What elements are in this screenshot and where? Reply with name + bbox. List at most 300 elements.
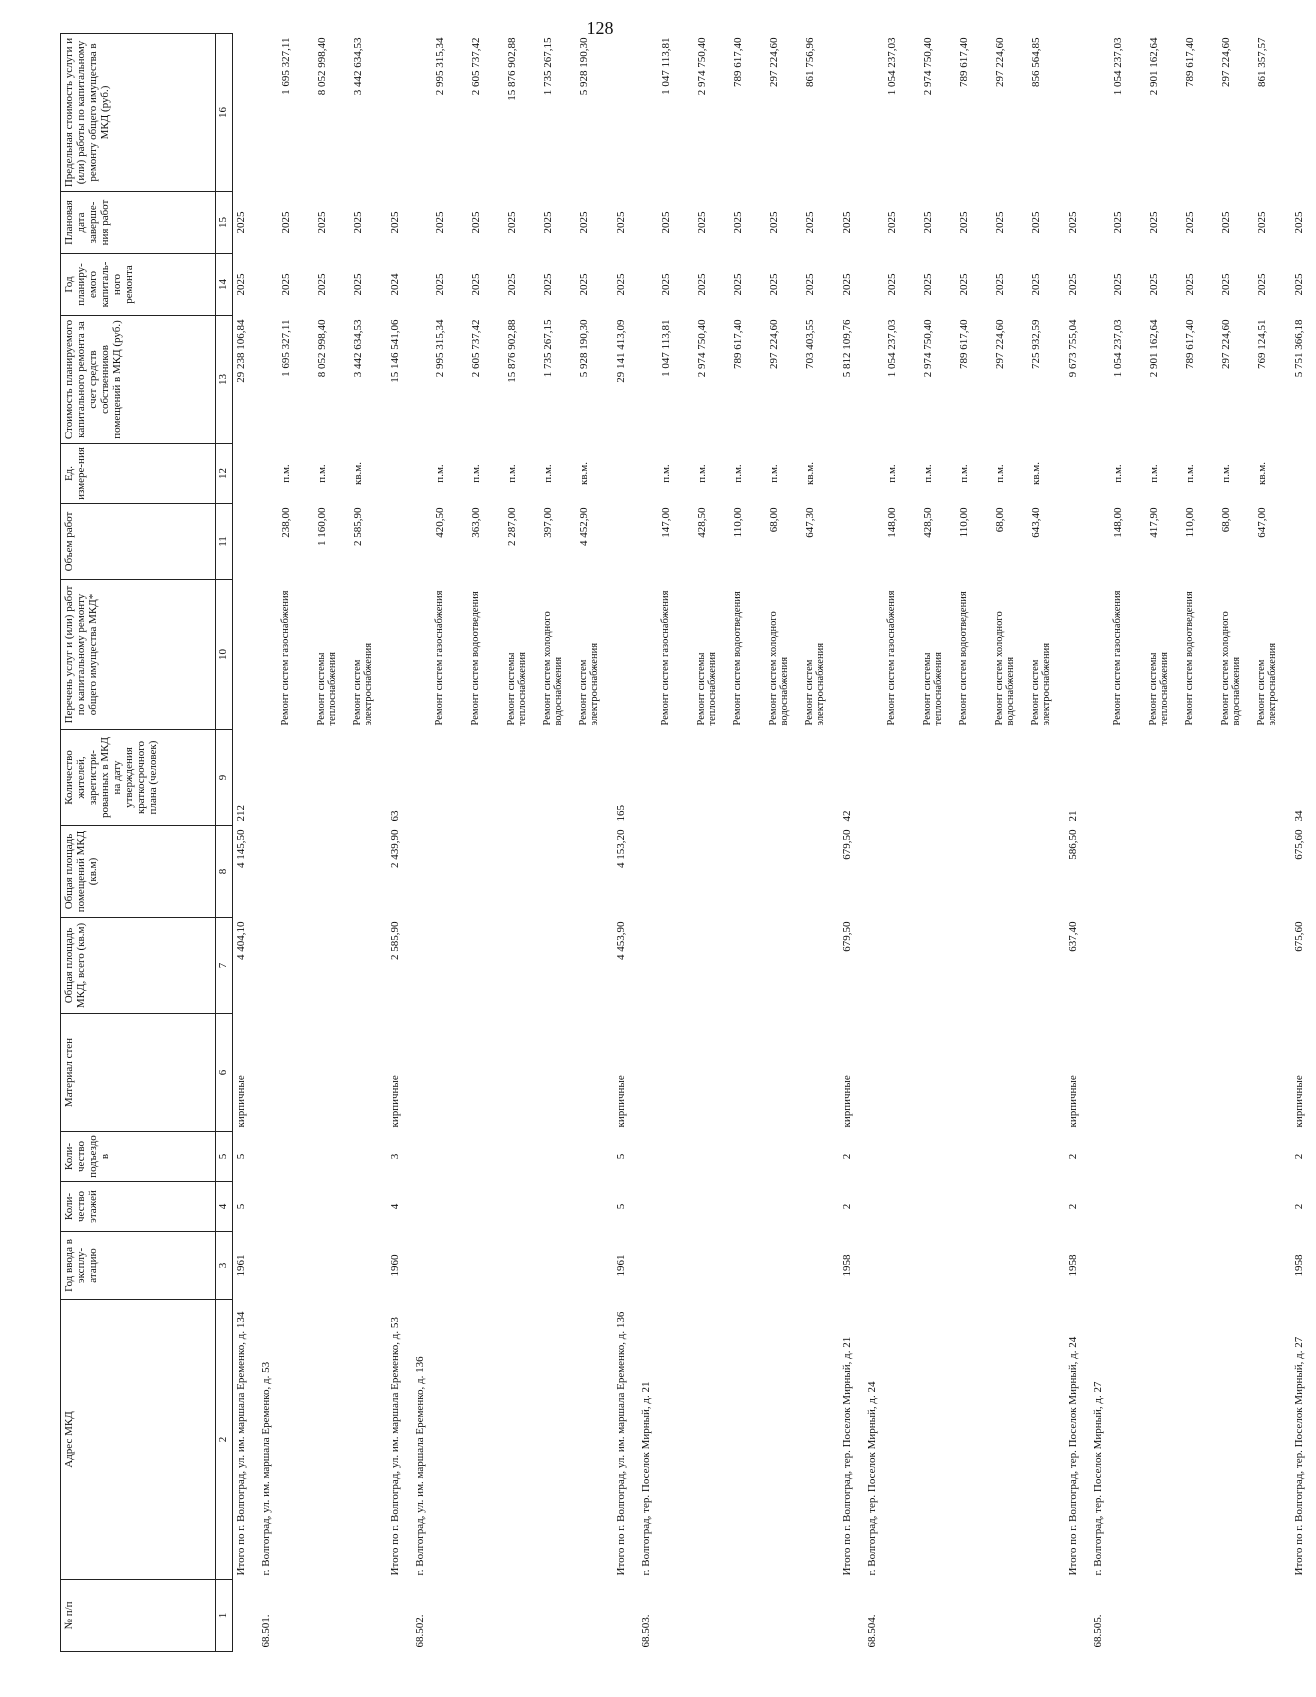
cell-col-14: 2025 [542,273,554,296]
cell-col-6 [258,1014,279,1132]
cell-col-12 [258,444,279,504]
cell-col-12 [412,444,433,504]
cell-col-1: 68.501. [260,1614,272,1648]
cell-col-8 [505,826,541,918]
cell-col-12: кв.м. [1256,462,1268,485]
cell-col-4 [279,1182,315,1232]
cell-col-8 [412,826,433,918]
cell-col-4 [412,1182,433,1232]
cell-col-1 [1255,1580,1291,1652]
page-number: 128 [586,18,614,38]
cell-col-5 [315,1132,351,1182]
cell-col-15: 2025 [768,211,780,234]
cell-col-16: 15 876 902,88 [506,37,518,101]
table-row-subtotal [1065,34,1090,1652]
cell-col-12: кв.м. [578,462,590,485]
cell-col-12 [1291,444,1316,504]
cell-col-6 [1111,1014,1147,1132]
cell-col-13 [412,316,433,444]
cell-col-2 [1029,1300,1065,1580]
cell-col-14: 2025 [1067,273,1079,296]
cell-col-16: 861 357,57 [1256,37,1268,87]
cell-col-13: 789 617,40 [732,319,744,369]
cell-col-2: Итого по г. Волгоград, тер. Поселок Мирный, д. 27 [1293,1336,1305,1576]
cell-col-5 [505,1132,541,1182]
cell-col-5 [1029,1132,1065,1182]
cell-col-9 [469,730,505,826]
cell-col-4 [885,1182,921,1232]
table-row-work [505,34,541,1652]
cell-col-5 [279,1132,315,1182]
cell-col-13: 1 054 237,03 [886,319,898,378]
cell-col-6: кирпичные [841,1075,853,1128]
cell-col-12: п.м. [470,464,482,483]
cell-col-15: 2025 [1220,211,1232,234]
cell-col-10: Ремонт системы теплоснабжения [696,652,718,726]
column-number-4: 4 [216,1182,233,1232]
cell-col-8 [695,826,731,918]
cell-col-10: Ремонт систем водоотведения [1184,591,1195,726]
cell-col-6 [541,1014,577,1132]
cell-col-6 [433,1014,469,1132]
cell-col-12 [387,444,412,504]
cell-col-14: 2025 [841,273,853,296]
cell-col-1 [1029,1580,1065,1652]
cell-col-6: кирпичные [1067,1075,1079,1128]
cell-col-1: 68.503. [640,1614,652,1648]
cell-col-6 [1255,1014,1291,1132]
cell-col-6 [505,1014,541,1132]
cell-col-15: 2025 [804,211,816,234]
cell-col-4 [1219,1182,1255,1232]
cell-col-12 [864,444,885,504]
cell-col-2 [315,1300,351,1580]
cell-col-9 [541,730,577,826]
cell-col-3: 1960 [389,1254,401,1277]
cell-col-13: 2 974 750,40 [922,319,934,378]
cell-col-8: 675,60 [1293,829,1305,860]
cell-col-10: Ремонт систем электроснабжения [804,642,826,726]
cell-col-10: Ремонт систем холодного водоснабжения [1220,611,1242,726]
cell-col-6 [279,1014,315,1132]
cell-col-16: 2 901 162,64 [1148,37,1160,96]
cell-col-3 [505,1232,541,1300]
cell-col-15: 2025 [1030,211,1042,234]
cell-col-1 [577,1580,613,1652]
cell-col-13: 2 901 162,64 [1148,319,1160,378]
cell-col-7 [1183,918,1219,1014]
cell-col-12: п.м. [958,464,970,483]
cell-col-4: 2 [1067,1203,1079,1210]
cell-col-6 [957,1014,993,1132]
cell-col-9 [1147,730,1183,826]
cell-col-6 [695,1014,731,1132]
cell-col-5 [541,1132,577,1182]
column-number-6: 6 [216,1014,233,1132]
cell-col-8 [541,826,577,918]
table-row-work [1029,34,1065,1652]
cell-col-3 [1183,1232,1219,1300]
cell-col-11: 2 585,90 [352,507,364,546]
rotated-table-container [60,34,1305,1652]
cell-col-6 [1090,1014,1111,1132]
cell-col-7: 675,60 [1293,921,1305,952]
cell-col-16: 297 224,60 [1220,37,1232,87]
cell-col-1 [233,1580,259,1652]
cell-col-7 [351,918,387,1014]
cell-col-16: 2 974 750,40 [696,37,708,96]
cell-col-1 [315,1580,351,1652]
table-row-subtotal [1291,34,1316,1652]
cell-col-7 [921,918,957,1014]
cell-col-13: 703 403,55 [804,319,816,369]
cell-col-15: 2025 [389,211,401,234]
table-row-work [1111,34,1147,1652]
cell-col-16 [258,34,279,192]
cell-col-12: п.м. [1184,464,1196,483]
cell-col-16 [1090,34,1111,192]
cell-col-13: 789 617,40 [1184,319,1196,369]
cell-col-8 [469,826,505,918]
cell-col-3 [659,1232,695,1300]
cell-col-2 [885,1300,921,1580]
cell-col-14: 2025 [1184,273,1196,296]
table-row-work [433,34,469,1652]
cell-col-1 [921,1580,957,1652]
cell-col-13: 2 605 737,42 [470,319,482,378]
column-number-3: 3 [216,1232,233,1300]
cell-col-2: Итого по г. Волгоград, ул. им. маршала Еременко, д. 134 [235,1311,247,1576]
cell-col-14: 2025 [235,273,247,296]
cell-col-11: 420,50 [434,507,446,538]
cell-col-7: 637,40 [1067,921,1079,952]
cell-col-4 [1183,1182,1219,1232]
cell-col-4: 4 [389,1203,401,1210]
cell-col-2 [957,1300,993,1580]
cell-col-15: 2025 [660,211,672,234]
cell-col-1 [1219,1580,1255,1652]
cell-col-3 [1111,1232,1147,1300]
cell-col-4 [993,1182,1029,1232]
cell-col-14: 2025 [280,273,292,296]
cell-col-2 [351,1300,387,1580]
cell-col-8 [921,826,957,918]
cell-col-11: 647,30 [804,507,816,538]
cell-col-14 [1090,254,1111,316]
cell-col-16: 2 995 315,34 [434,37,446,96]
cell-col-7 [1147,918,1183,1014]
cell-col-14: 2025 [578,273,590,296]
cell-col-10: Ремонт систем электроснабжения [1256,642,1278,726]
cell-col-2 [577,1300,613,1580]
cell-col-2 [731,1300,767,1580]
cell-col-8 [885,826,921,918]
cell-col-9 [1090,730,1111,826]
cell-col-16: 5 928 190,30 [578,37,590,96]
table-row-work [731,34,767,1652]
cell-col-2 [433,1300,469,1580]
cell-col-1 [505,1580,541,1652]
cell-col-1 [613,1580,638,1652]
cell-col-9 [659,730,695,826]
cell-col-2 [921,1300,957,1580]
cell-col-1 [279,1580,315,1652]
cell-col-12: п.м. [660,464,672,483]
table-row-work [885,34,921,1652]
cell-col-11 [864,504,885,580]
cell-col-14: 2024 [389,273,401,296]
cell-col-1: 68.504. [866,1614,878,1648]
cell-col-10: Ремонт систем газоснабжения [886,590,897,726]
cell-col-10: Ремонт систем холодного водоснабжения [768,611,790,726]
cell-col-11: 428,50 [696,507,708,538]
cell-col-7 [993,918,1029,1014]
cell-col-16: 297 224,60 [994,37,1006,87]
cell-col-5: 5 [235,1153,247,1160]
cell-col-15: 2025 [1293,211,1305,234]
cell-col-5 [695,1132,731,1182]
cell-col-2: Итого по г. Волгоград, тер. Поселок Мирный, д. 21 [841,1336,853,1576]
cell-col-3 [731,1232,767,1300]
cell-col-11 [1090,504,1111,580]
table-row-addr [412,34,433,1652]
cell-col-2: Итого по г. Волгоград, тер. Поселок Мирный, д. 24 [1067,1336,1079,1576]
cell-col-8 [767,826,803,918]
cell-col-10: Ремонт систем газоснабжения [434,590,445,726]
cell-col-14: 2025 [804,273,816,296]
cell-col-1 [885,1580,921,1652]
column-number-16: 16 [216,34,233,192]
cell-col-16: 789 617,40 [1184,37,1196,87]
cell-col-7 [412,918,433,1014]
cell-col-14: 2025 [1112,273,1124,296]
cell-col-6 [469,1014,505,1132]
cell-col-3 [993,1232,1029,1300]
cell-col-8 [993,826,1029,918]
table-row-work [351,34,387,1652]
cell-col-6 [659,1014,695,1132]
cell-col-4 [315,1182,351,1232]
cell-col-10 [864,580,885,730]
capital-repair-table [60,33,1316,1652]
cell-col-3 [279,1232,315,1300]
cell-col-15: 2025 [1256,211,1268,234]
cell-col-9: 63 [389,810,401,822]
cell-col-10 [258,580,279,730]
cell-col-11 [258,504,279,580]
cell-col-3 [469,1232,505,1300]
cell-col-10: Ремонт систем газоснабжения [280,590,291,726]
cell-col-12: п.м. [542,464,554,483]
cell-col-12: п.м. [732,464,744,483]
cell-col-4 [1147,1182,1183,1232]
cell-col-4 [1029,1182,1065,1232]
cell-col-11: 68,00 [768,507,780,533]
column-number-13: 13 [216,316,233,444]
cell-col-4 [767,1182,803,1232]
cell-col-2 [659,1300,695,1580]
cell-col-1 [993,1580,1029,1652]
cell-col-4 [505,1182,541,1232]
cell-col-3 [957,1232,993,1300]
cell-col-13: 8 052 998,40 [316,319,328,378]
cell-col-10 [613,580,638,730]
cell-col-16: 2 974 750,40 [922,37,934,96]
cell-col-12 [638,444,659,504]
cell-col-5: 3 [389,1153,401,1160]
cell-col-3: 1961 [235,1254,247,1277]
cell-col-14: 2025 [660,273,672,296]
cell-col-8 [1090,826,1111,918]
cell-col-7 [731,918,767,1014]
cell-col-13: 1 695 327,11 [280,319,292,377]
cell-col-10 [1090,580,1111,730]
cell-col-15: 2025 [578,211,590,234]
cell-col-5 [258,1132,279,1182]
table-row-addr [258,34,279,1652]
table-row-work [957,34,993,1652]
cell-col-4 [1255,1182,1291,1232]
cell-col-5 [412,1132,433,1182]
cell-col-1 [1111,1580,1147,1652]
cell-col-11: 68,00 [1220,507,1232,533]
table-row-work [1255,34,1291,1652]
cell-col-6 [1147,1014,1183,1132]
cell-col-4 [695,1182,731,1232]
cell-col-10: Ремонт системы теплоснабжения [922,652,944,726]
cell-col-15: 2025 [886,211,898,234]
cell-col-16: 2 605 737,42 [470,37,482,96]
cell-col-11 [613,504,638,580]
cell-col-4 [351,1182,387,1232]
table-row-addr [864,34,885,1652]
cell-col-8 [1255,826,1291,918]
cell-col-9 [638,730,659,826]
cell-col-3 [577,1232,613,1300]
cell-col-9 [577,730,613,826]
cell-col-3 [885,1232,921,1300]
cell-col-13 [864,316,885,444]
table-header [61,34,233,1652]
cell-col-11: 4 452,90 [578,507,590,546]
cell-col-7 [638,918,659,1014]
table-row-work [803,34,839,1652]
column-header-1: № п/п [61,1580,216,1652]
cell-col-2: г. Волгоград, тер. Поселок Мирный, д. 24 [866,1381,878,1576]
cell-col-6: кирпичные [235,1075,247,1128]
cell-col-7 [258,918,279,1014]
cell-col-14: 2025 [1293,273,1305,296]
cell-col-14: 2025 [316,273,328,296]
cell-col-10 [1291,580,1316,730]
cell-col-5 [885,1132,921,1182]
table-row-work [541,34,577,1652]
cell-col-8 [731,826,767,918]
cell-col-7 [803,918,839,1014]
cell-col-9 [279,730,315,826]
cell-col-15: 2025 [994,211,1006,234]
cell-col-8 [1147,826,1183,918]
cell-col-9: 212 [235,805,247,822]
column-number-7: 7 [216,918,233,1014]
cell-col-15: 2025 [434,211,446,234]
cell-col-13: 297 224,60 [768,319,780,369]
cell-col-15: 2025 [615,211,627,234]
table-row-addr [638,34,659,1652]
cell-col-5 [1219,1132,1255,1182]
cell-col-1 [541,1580,577,1652]
cell-col-13: 29 238 106,84 [235,319,247,383]
cell-col-7 [767,918,803,1014]
cell-col-3 [541,1232,577,1300]
cell-col-6 [1219,1014,1255,1132]
cell-col-15: 2025 [280,211,292,234]
cell-col-16: 1 054 237,03 [1112,37,1124,96]
cell-col-2: г. Волгоград, тер. Поселок Мирный, д. 27 [1092,1381,1104,1576]
cell-col-11: 110,00 [1184,507,1196,538]
cell-col-9 [767,730,803,826]
cell-col-15: 2025 [506,211,518,234]
cell-col-5: 2 [841,1153,853,1160]
cell-col-13: 297 224,60 [1220,319,1232,369]
cell-col-8 [957,826,993,918]
cell-col-4 [1090,1182,1111,1232]
column-number-12: 12 [216,444,233,504]
cell-col-1 [351,1580,387,1652]
cell-col-12: кв.м. [804,462,816,485]
cell-col-10 [839,580,864,730]
cell-col-3 [433,1232,469,1300]
cell-col-15: 2025 [1184,211,1196,234]
cell-col-2: г. Волгоград, ул. им. маршала Еременко, д. 53 [260,1361,272,1576]
cell-col-12 [839,444,864,504]
cell-col-13: 789 617,40 [958,319,970,369]
cell-col-13: 5 812 109,76 [841,319,853,378]
cell-col-5 [659,1132,695,1182]
cell-col-2 [767,1300,803,1580]
cell-col-9 [1183,730,1219,826]
cell-col-6 [803,1014,839,1132]
cell-col-2 [1111,1300,1147,1580]
cell-col-2 [1147,1300,1183,1580]
cell-col-1: 68.502. [414,1614,426,1648]
cell-col-7: 2 585,90 [389,921,401,960]
cell-col-1 [1065,1580,1090,1652]
cell-col-16: 861 756,96 [804,37,816,87]
column-header-16: Предельная стоимость услуги и (или) работы по капитальному ремонту общего имущества в МКД (руб.) [61,34,216,192]
cell-col-9 [1255,730,1291,826]
cell-col-9 [1029,730,1065,826]
cell-col-7 [1029,918,1065,1014]
cell-col-4 [433,1182,469,1232]
cell-col-5 [921,1132,957,1182]
cell-col-1 [1291,1580,1316,1652]
cell-col-4: 2 [841,1203,853,1210]
cell-col-13: 1 054 237,03 [1112,319,1124,378]
cell-col-6: кирпичные [615,1075,627,1128]
cell-col-9: 34 [1293,810,1305,822]
cell-col-16 [839,34,864,192]
cell-col-13: 1 047 113,81 [660,319,672,377]
table-body [233,34,1316,1652]
column-number-14: 14 [216,254,233,316]
table-row-work [993,34,1029,1652]
cell-col-16 [1065,34,1090,192]
cell-col-5 [1255,1132,1291,1182]
cell-col-5 [864,1132,885,1182]
cell-col-10: Ремонт систем электроснабжения [352,642,374,726]
cell-col-2 [993,1300,1029,1580]
